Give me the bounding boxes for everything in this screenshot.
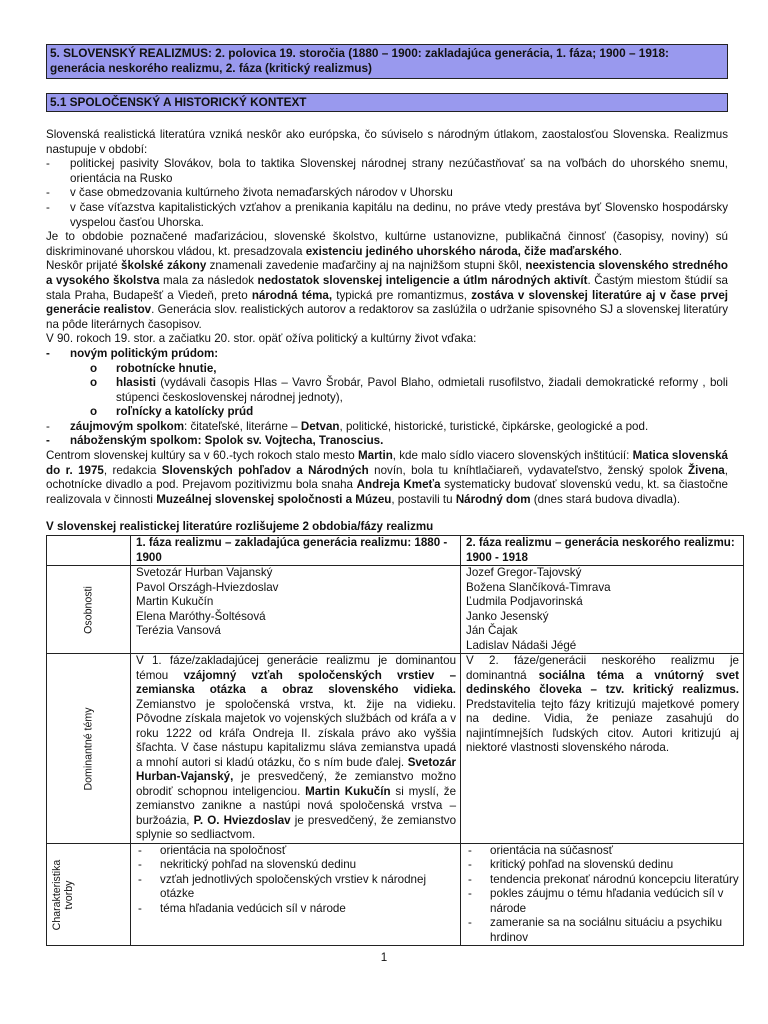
- list-item: - kritický pohľad na slovenskú dedinu: [468, 858, 674, 872]
- table-row: [47, 843, 744, 946]
- list-item: - v čase obmedzovania kultúrneho života nemaďarských národov v Uhorsku: [46, 186, 453, 200]
- intro-paragraph: Slovenská realistická literatúra vzniká neskôr ako európska, čo súviselo s národným útlakom, zaostalosťou Slovenska. Realizmus nastupuje v období:: [46, 128, 728, 156]
- characteristics-phase2: [461, 843, 744, 946]
- list-item: - vzťah jednotlivých spoločenských vrstiev k národnej otázke: [138, 872, 427, 901]
- row-label-cell: [47, 843, 131, 946]
- authors-phase1: Svetozár Hurban Vajanský Pavol Országh-Hviezdoslav Martin Kukučín Elena Maróthy-Šoltésová Terézia Vansová: [131, 566, 461, 654]
- list-item: - nekritický pohľad na slovenskú dedinu: [138, 858, 357, 872]
- page-number: 1: [380, 951, 388, 964]
- sub-list-item: o robotnícke hnutie,: [90, 361, 217, 375]
- row-label-temy: Dominantné témy: [82, 707, 95, 791]
- list-item: - novým politickým prúdom:: [46, 346, 219, 360]
- row-label-charakteristika: Charakteristika tvorby: [51, 859, 75, 931]
- table-row: [47, 536, 744, 566]
- list-item: - tendencia prekonať národnú koncepciu literatúry: [468, 872, 739, 886]
- list-item: - zameranie sa na sociálnu situáciu a psychiku hrdinov: [468, 916, 723, 944]
- section-heading: 5.1 SPOLOČENSKÝ A HISTORICKÝ KONTEXT: [46, 93, 728, 112]
- sub-list-item: o roľnícky a katolícky prúd: [90, 405, 254, 419]
- list-item: - v čase víťazstva kapitalistických vzťahov a prenikania kapitálu na dedinu, no práve vtedy prestáva byť Slovensko hospodársky vyspelou časťou Uhorska.: [46, 200, 728, 229]
- document-page: [46, 44, 739, 946]
- list-item: - pokles záujmu o tému hľadania vedúcich síl v národe: [468, 887, 724, 915]
- sub-list-item: o hlasisti (vydávali časopis Hlas – Vavro Šrobár, Pavol Blaho, odmietali rusofilstvo, žiadali demokratické reformy , boli stúpenci československej národnej jednoty),: [90, 376, 728, 404]
- revival-paragraph: V 90. rokoch 19. stor. a začiatku 20. stor. opäť ožíva politický a kultúrny život vďaka:: [46, 332, 477, 346]
- row-label-cell: [47, 654, 131, 844]
- list-item: - politickej pasivity Slovákov, bola to taktika Slovenskej národnej strany nezúčastňovať sa na voľbách do uhorského snemu, orientácia na Rusko: [46, 157, 728, 185]
- chapter-heading: 5. SLOVENSKÝ REALIZMUS: 2. polovica 19. storočia (1880 – 1900: zakladajúca generácia, 1. fáza; 1900 – 1918: generácia neskorého realizmu, 2. fáza (kritický realizmus): [46, 44, 728, 79]
- phases-table: [46, 535, 744, 946]
- themes-phase2: V 2. fáze/generácii neskorého realizmu je dominantná sociálna téma a vnútorný svet dedinského človeka – tzv. kritický realizmus. Predstavitelia tejto fázy kritizujú majetkové pomery na dedine. Vidia, že peniaze zasahujú do najintímnejších ľudských citov. Autori kritizujú aj niektoré vlastnosti slovenského národa.: [461, 654, 744, 844]
- list-item: - orientácia na súčasnosť: [468, 843, 613, 857]
- col2-header: 2. fáza realizmu – generácia neskorého realizmu: 1900 - 1918: [461, 536, 744, 566]
- list-item: - téma hľadania vedúcich síl v národe: [138, 901, 346, 915]
- schools-paragraph: Neskôr prijaté školské zákony znamenali zavedenie maďarčiny aj na najnižšom stupni škôl, neexistencia slovenského stredného a vysokého školstva mala za následok nedostatok slovenskej inteligencie a útlm národných aktivít. Častým miestom štúdií sa stala Praha, Budapešť a Viedeň, preto národná téma, typická pre romantizmus, zostáva v slovenskej literatúre aj v čase prvej generácie realistov. Generácia slov. realistických autorov a redaktorov sa zaslúžila o udržanie spisovného SJ a slovenskej literatúry na pôde literárnych časopisov.: [46, 259, 729, 331]
- table-title: V slovenskej realistickej literatúre rozlišujeme 2 obdobia/fázy realizmu: [46, 520, 434, 534]
- table-row: [47, 566, 744, 654]
- row-label-osobnosti: Osobnosti: [82, 586, 95, 634]
- col1-header: 1. fáza realizmu – zakladajúca generácia realizmu: 1880 - 1900: [131, 536, 461, 566]
- list-item: - orientácia na spoločnosť: [138, 843, 287, 857]
- list-item: - záujmovým spolkom: čitateľské, literárne – Detvan, politické, historické, turistické, čipkárske, geologické a pod.: [46, 419, 649, 433]
- characteristics-phase1: [131, 843, 461, 946]
- martin-paragraph: Centrom slovenskej kultúry sa v 60.-tych rokoch stalo mesto Martin, kde malo sídlo viacero slovenských inštitúcií: Matica slovenská do r. 1975, redakcia Slovenských pohľadov a Národných novín, bola tu kníhtlačiareň, vydavateľstvo, ženský spolok Živena, ochotnícke divadlo a pod. Prejavom pozitivizmu bola snaha Andreja Kmeťa systematicky budovať slovenskú vedu, kt. sa čiastočne realizovala v činnosti Muzeálnej slovenskej spoločnosti a Múzeu, postavili tu Národný dom (dnes stará budova divadla).: [46, 449, 728, 506]
- authors-phase2: Jozef Gregor-Tajovský Božena Slančíková-Timrava Ľudmila Podjavorinská Janko Jesenský Ján Čajak Ladislav Nádaši Jégé: [461, 566, 744, 654]
- table-corner-cell: [47, 536, 131, 566]
- magyarization-paragraph: Je to obdobie poznačené maďarizáciou, slovenské školstvo, kultúrne ustanovizne, publikačná činnosť (časopisy, noviny) sú diskriminované uhorskou vládou, kt. presadzovala existenciu jediného uhorského národa, čiže maďarského.: [46, 230, 728, 258]
- themes-phase1: V 1. fáze/zakladajúcej generácie realizmu je dominantou témou vzájomný vzťah spoločenských vrstiev – zemianska otázka a obraz slovenského vidieka. Zemianstvo je spoločenská vrstva, kt. žije na vidieku. Pôvodne získala majetok vo vojenských službách od kráľa a v roku 1222 od kráľa Ondreja II. získala právo ako vyššia šľachta. V čase nástupu kapitalizmu sláva zemianstva upadá a mnohí autori si kladú otázku, čo s ním bude ďalej. Svetozár Hurban-Vajanský, je presvedčený, že zemianstvo možno obrodiť schopnou inteligenciou. Martin Kukučín si myslí, že zemianstvo zanikne a nastúpi nová spoločenská vrstva – buržoázia, P. O. Hviezdoslav je presvedčený, že zemianstvo splynie so sedliactvom.: [131, 654, 461, 844]
- row-label-cell: [47, 566, 131, 654]
- list-item: - náboženským spolkom: Spolok sv. Vojtecha, Tranoscius.: [46, 434, 384, 448]
- section-body: [46, 128, 728, 507]
- table-row: [47, 654, 744, 844]
